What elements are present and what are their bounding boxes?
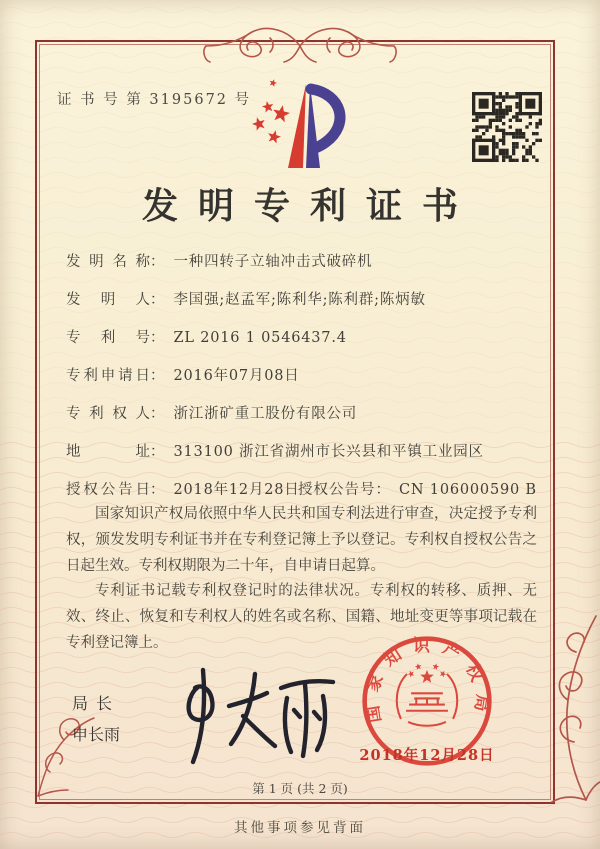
field-value: 李国强;赵孟军;陈利华;陈利群;陈炳敏 [173, 292, 426, 308]
field-label: 发明名称 [66, 254, 150, 270]
commissioner-title: 局长 [72, 694, 121, 713]
legal-paragraph-2: 专利证书记载专利权登记时的法律状况。专利权的转移、质押、无效、终止、恢复和专利权人的姓名或名称、国籍、地址变更等事项记载在专利登记簿上。 [66, 583, 537, 651]
seal-date: 2018年12月28日 [359, 747, 495, 764]
colon: ： [150, 444, 165, 460]
colon: ： [150, 482, 165, 498]
seal-text: 国家知识产权局 [360, 635, 494, 725]
field-filing-date [66, 364, 546, 385]
colon: ： [150, 406, 165, 422]
field-grant-row [66, 478, 546, 499]
field-grant-number [298, 478, 537, 499]
field-label: 授权公告号 [298, 482, 376, 498]
colon: ： [375, 482, 390, 498]
certificate-title: 发明专利证书 [141, 185, 478, 227]
field-patent-number [66, 326, 546, 347]
field-value: 浙江浙矿重工股份有限公司 [173, 406, 358, 422]
footer-note: 其他事项参见背面 [234, 820, 366, 836]
qr-code [472, 92, 542, 162]
colon: ： [150, 368, 165, 384]
field-value: CN 106000590 B [399, 482, 537, 498]
field-value: 2016年07月08日 [173, 368, 300, 384]
field-label: 专利申请日 [66, 368, 150, 384]
field-value: 2018年12月28日 [173, 482, 300, 498]
field-value: ZL 2016 1 0546437.4 [173, 330, 347, 346]
certificate-number: 证 书 号 第 3195672 号 [57, 92, 252, 108]
field-invention-name [66, 250, 546, 271]
commissioner-name: 申长雨 [72, 725, 121, 744]
field-address [66, 440, 546, 461]
field-value: 一种四转子立轴冲击式破碎机 [173, 254, 373, 270]
field-value: 313100 浙江省湖州市长兴县和平镇工业园区 [173, 444, 484, 460]
legal-paragraph-1: 国家知识产权局依照中华人民共和国专利法进行审查，决定授予专利权，颁发发明专利证书并在专利登记簿上予以登记。专利权自授权公告之日起生效。专利权期限为二十年，自申请日起算。 [66, 506, 537, 574]
field-label: 专利权人 [66, 406, 150, 422]
national-emblem [397, 663, 457, 725]
logo-blue-wedge [306, 84, 320, 168]
field-label: 授权公告日 [66, 482, 150, 498]
field-label: 地址 [66, 444, 150, 460]
logo-stars [252, 79, 290, 143]
colon: ： [150, 330, 165, 346]
colon: ： [150, 292, 165, 308]
handwritten-signature [163, 660, 345, 776]
field-label: 专利号 [66, 330, 150, 346]
field-label: 发明人 [66, 292, 150, 308]
commissioner-block [72, 688, 120, 750]
field-patentee [66, 402, 546, 423]
logo-red-wedge [288, 84, 306, 168]
field-inventors [66, 288, 546, 309]
page-number: 第 1 页 (共 2 页) [252, 781, 348, 796]
cnipa-patent-logo [242, 76, 360, 182]
colon: ： [150, 254, 165, 270]
